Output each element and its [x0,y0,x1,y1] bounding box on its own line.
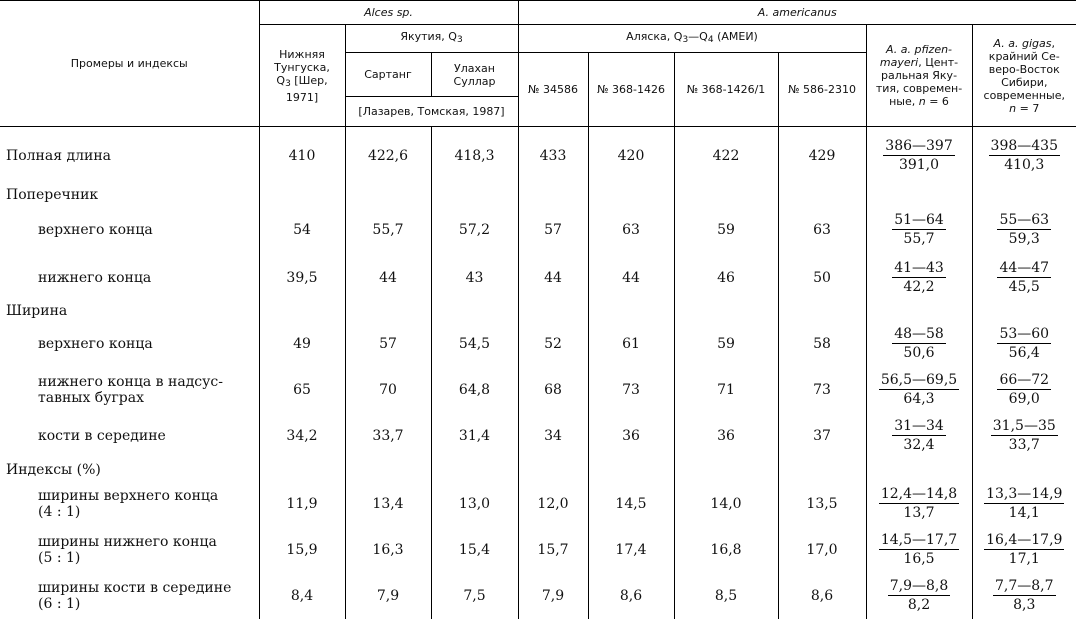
cell: 50 [778,255,866,301]
cell: 68 [518,367,588,413]
row-width-middle [0,413,1076,459]
row-label: кости в середине [38,427,166,444]
cell: 17,0 [778,527,866,573]
header-n368-1426: № 368-1426 [588,53,674,127]
cell: 39,5 [259,255,345,301]
cell-fraction: $\frac{56,5—69,5}{64,3}$ [866,367,972,413]
cell: 64,8 [431,367,518,413]
cell: 12,0 [518,481,588,527]
header-n34586: № 34586 [518,53,588,127]
cell: 54 [259,205,345,255]
cell: 422 [674,127,778,185]
row-label: ширины нижнего конца (5 : 1) [38,533,217,566]
cell-fraction: $\frac{55—63}{59,3}$ [972,205,1076,255]
cell: 37 [778,413,866,459]
cell: 433 [518,127,588,185]
header-lazarev: [Лазарев, Томская, 1987] [345,97,518,127]
row-index-upper [0,481,1076,527]
cell: 34,2 [259,413,345,459]
header-yakutia: Якутия, $Q_3$ [345,25,518,53]
cell-fraction: $\frac{7,9—8,8}{8,2}$ [866,573,972,619]
row-label: Ширина [6,302,68,319]
cell: 13,0 [431,481,518,527]
cell: 7,9 [345,573,431,619]
cell: 49 [259,321,345,367]
header-alaska: Аляска, $Q_3—Q_4$ (АМЕИ) [518,25,866,53]
header-gigas: A. a. gigas, крайний Се- веро-Восток Сибири, современные, n = 7 [972,25,1076,127]
cell-fraction: $\frac{51—64}{55,7}$ [866,205,972,255]
cell: 8,6 [778,573,866,619]
cell: 14,0 [674,481,778,527]
cell: 59 [674,321,778,367]
row-label: ширины верхнего конца (4 : 1) [38,487,219,520]
cell-fraction: $\frac{31,5—35}{33,7}$ [972,413,1076,459]
cell-fraction: $\frac{13,3—14,9}{14,1}$ [972,481,1076,527]
header-sartang: Сартанг [345,53,431,97]
cell-fraction: $\frac{14,5—17,7}{16,5}$ [866,527,972,573]
row-indices [0,459,1076,481]
cell: 418,3 [431,127,518,185]
header-n586-2310: № 586-2310 [778,53,866,127]
cell: 55,7 [345,205,431,255]
cell: 31,4 [431,413,518,459]
cell: 8,6 [588,573,674,619]
cell: 16,8 [674,527,778,573]
cell: 73 [778,367,866,413]
cell: 410 [259,127,345,185]
row-width-upper [0,321,1076,367]
header-n368-1426-1: № 368-1426/1 [674,53,778,127]
row-label: ширины кости в середине (6 : 1) [38,579,232,612]
cell-fraction: $\frac{48—58}{50,6}$ [866,321,972,367]
cell: 15,4 [431,527,518,573]
row-label: Поперечник [6,186,99,203]
cell: 36 [588,413,674,459]
row-index-lower [0,527,1076,573]
cell-fraction: $\frac{66—72}{69,0}$ [972,367,1076,413]
cell: 34 [518,413,588,459]
cell: 15,7 [518,527,588,573]
cell: 57 [518,205,588,255]
cell: 73 [588,367,674,413]
cell: 63 [588,205,674,255]
cell-fraction: $\frac{7,7—8,7}{8,3}$ [972,573,1076,619]
row-label: Полная длина [6,147,112,164]
cell: 65 [259,367,345,413]
cell: 14,5 [588,481,674,527]
cell: 8,5 [674,573,778,619]
cell: 8,4 [259,573,345,619]
cell: 422,6 [345,127,431,185]
cell: 59 [674,205,778,255]
row-label: верхнего конца [38,221,153,238]
cell: 44 [588,255,674,301]
row-label: верхнего конца [38,335,153,352]
cell-fraction: $\frac{386—397}{391,0}$ [866,127,972,185]
cell: 13,5 [778,481,866,527]
header-ulakhan: Улахан Суллар [431,53,518,97]
cell: 7,9 [518,573,588,619]
row-index-middle [0,573,1076,619]
cell: 16,3 [345,527,431,573]
header-pfizenmayeri: A. a. pfizen- mayeri, Цент- ральная Яку- тия, современ- ные, n = 6 [866,25,972,127]
header-tunguska: Нижняя Тунгуска, $Q_3$ [Шер, 1971] [259,25,345,127]
row-transverse [0,185,1076,205]
cell-fraction: $\frac{41—43}{42,2}$ [866,255,972,301]
header-alces-sp: Alces sp. [259,1,518,25]
row-full-length [0,127,1076,185]
cell: 15,9 [259,527,345,573]
cell-fraction: $\frac{16,4—17,9}{17,1}$ [972,527,1076,573]
cell: 13,4 [345,481,431,527]
row-transverse-lower [0,255,1076,301]
cell: 43 [431,255,518,301]
cell: 57,2 [431,205,518,255]
cell: 46 [674,255,778,301]
cell: 17,4 [588,527,674,573]
cell: 57 [345,321,431,367]
row-width [0,301,1076,321]
row-label: нижнего конца [38,269,152,286]
cell: 52 [518,321,588,367]
cell: 11,9 [259,481,345,527]
cell: 36 [674,413,778,459]
row-label: Индексы (%) [6,461,101,478]
row-width-lower [0,367,1076,413]
header-measures: Промеры и индексы [0,1,259,127]
cell: 70 [345,367,431,413]
cell-fraction: $\frac{31—34}{32,4}$ [866,413,972,459]
header-americanus: A. americanus [518,1,1076,25]
cell: 44 [518,255,588,301]
row-label: нижнего конца в надсус- тавных буграх [38,373,223,406]
cell: 429 [778,127,866,185]
cell-fraction: $\frac{44—47}{45,5}$ [972,255,1076,301]
cell: 61 [588,321,674,367]
cell-fraction: $\frac{12,4—14,8}{13,7}$ [866,481,972,527]
cell: 44 [345,255,431,301]
cell: 63 [778,205,866,255]
row-transverse-upper [0,205,1076,255]
cell: 7,5 [431,573,518,619]
cell: 71 [674,367,778,413]
cell: 54,5 [431,321,518,367]
cell-fraction: $\frac{398—435}{410,3}$ [972,127,1076,185]
cell: 420 [588,127,674,185]
cell-fraction: $\frac{53—60}{56,4}$ [972,321,1076,367]
cell: 33,7 [345,413,431,459]
cell: 58 [778,321,866,367]
